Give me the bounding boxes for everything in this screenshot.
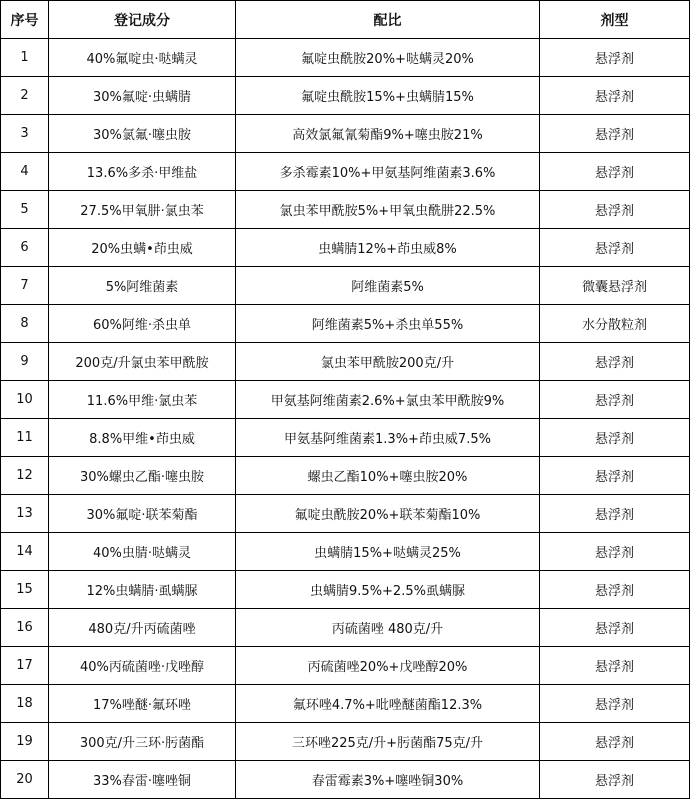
cell-component: 200克/升氯虫苯甲酰胺 [49, 343, 236, 381]
cell-no: 6 [1, 229, 49, 267]
cell-component: 30%螺虫乙酯·噻虫胺 [49, 457, 236, 495]
cell-formulation: 悬浮剂 [540, 533, 690, 571]
table-row [1, 153, 690, 191]
cell-ratio: 高效氯氟氰菊酯9%+噻虫胺21% [236, 115, 540, 153]
table-row [1, 267, 690, 305]
cell-component: 8.8%甲维•茚虫威 [49, 419, 236, 457]
cell-formulation: 悬浮剂 [540, 419, 690, 457]
table-body [1, 39, 690, 799]
cell-component: 12%虫螨腈·虱螨脲 [49, 571, 236, 609]
cell-component: 13.6%多杀·甲维盐 [49, 153, 236, 191]
table-row [1, 609, 690, 647]
cell-formulation: 悬浮剂 [540, 647, 690, 685]
cell-ratio: 多杀霉素10%+甲氨基阿维菌素3.6% [236, 153, 540, 191]
header-formulation: 剂型 [540, 1, 690, 39]
header-component: 登记成分 [49, 1, 236, 39]
cell-formulation: 悬浮剂 [540, 495, 690, 533]
table-row [1, 419, 690, 457]
table-row [1, 495, 690, 533]
cell-no: 1 [1, 39, 49, 77]
header-row [1, 1, 690, 39]
cell-no: 17 [1, 647, 49, 685]
cell-ratio: 春雷霉素3%+噻唑铜30% [236, 761, 540, 799]
cell-formulation: 悬浮剂 [540, 39, 690, 77]
cell-no: 19 [1, 723, 49, 761]
cell-ratio: 阿维菌素5%+杀虫单55% [236, 305, 540, 343]
cell-formulation: 悬浮剂 [540, 115, 690, 153]
cell-component: 5%阿维菌素 [49, 267, 236, 305]
cell-ratio: 三环唑225克/升+肟菌酯75克/升 [236, 723, 540, 761]
cell-no: 10 [1, 381, 49, 419]
cell-component: 40%丙硫菌唑·戊唑醇 [49, 647, 236, 685]
cell-component: 40%氟啶虫·哒螨灵 [49, 39, 236, 77]
cell-no: 7 [1, 267, 49, 305]
cell-ratio: 虫螨腈12%+茚虫威8% [236, 229, 540, 267]
cell-component: 60%阿维·杀虫单 [49, 305, 236, 343]
cell-ratio: 氟啶虫酰胺20%+哒螨灵20% [236, 39, 540, 77]
cell-formulation: 悬浮剂 [540, 457, 690, 495]
cell-component: 30%氟啶·虫螨腈 [49, 77, 236, 115]
table-row [1, 191, 690, 229]
cell-formulation: 悬浮剂 [540, 153, 690, 191]
cell-no: 2 [1, 77, 49, 115]
cell-formulation: 悬浮剂 [540, 229, 690, 267]
table-row [1, 305, 690, 343]
cell-ratio: 氟啶虫酰胺15%+虫螨腈15% [236, 77, 540, 115]
cell-no: 14 [1, 533, 49, 571]
cell-ratio: 螺虫乙酯10%+噻虫胺20% [236, 457, 540, 495]
table-row [1, 723, 690, 761]
table-row [1, 39, 690, 77]
cell-formulation: 悬浮剂 [540, 685, 690, 723]
cell-formulation: 悬浮剂 [540, 191, 690, 229]
cell-component: 300克/升三环·肟菌酯 [49, 723, 236, 761]
table-row [1, 343, 690, 381]
cell-no: 9 [1, 343, 49, 381]
cell-ratio: 甲氨基阿维菌素2.6%+氯虫苯甲酰胺9% [236, 381, 540, 419]
cell-formulation: 悬浮剂 [540, 571, 690, 609]
cell-no: 15 [1, 571, 49, 609]
cell-component: 27.5%甲氧肼·氯虫苯 [49, 191, 236, 229]
cell-no: 4 [1, 153, 49, 191]
cell-component: 17%唑醚·氟环唑 [49, 685, 236, 723]
cell-formulation: 微囊悬浮剂 [540, 267, 690, 305]
table-row [1, 115, 690, 153]
table-row [1, 533, 690, 571]
cell-component: 480克/升丙硫菌唑 [49, 609, 236, 647]
cell-no: 11 [1, 419, 49, 457]
table-row [1, 457, 690, 495]
cell-formulation: 悬浮剂 [540, 77, 690, 115]
cell-formulation: 悬浮剂 [540, 723, 690, 761]
cell-ratio: 阿维菌素5% [236, 267, 540, 305]
cell-ratio: 氟环唑4.7%+吡唑醚菌酯12.3% [236, 685, 540, 723]
cell-no: 5 [1, 191, 49, 229]
cell-no: 3 [1, 115, 49, 153]
cell-ratio: 氯虫苯甲酰胺5%+甲氧虫酰肼22.5% [236, 191, 540, 229]
header-ratio: 配比 [236, 1, 540, 39]
table-row [1, 381, 690, 419]
cell-ratio: 氟啶虫酰胺20%+联苯菊酯10% [236, 495, 540, 533]
cell-no: 8 [1, 305, 49, 343]
table-row [1, 647, 690, 685]
cell-component: 20%虫螨•茚虫威 [49, 229, 236, 267]
table-row [1, 229, 690, 267]
cell-ratio: 虫螨腈9.5%+2.5%虱螨脲 [236, 571, 540, 609]
header-no: 序号 [1, 1, 49, 39]
cell-component: 30%氯氟·噻虫胺 [49, 115, 236, 153]
cell-component: 11.6%甲维·氯虫苯 [49, 381, 236, 419]
cell-ratio: 甲氨基阿维菌素1.3%+茚虫威7.5% [236, 419, 540, 457]
cell-ratio: 氯虫苯甲酰胺200克/升 [236, 343, 540, 381]
table-row [1, 685, 690, 723]
cell-component: 40%虫腈·哒螨灵 [49, 533, 236, 571]
cell-ratio: 丙硫菌唑20%+戊唑醇20% [236, 647, 540, 685]
table-row [1, 761, 690, 799]
cell-formulation: 悬浮剂 [540, 381, 690, 419]
cell-ratio: 丙硫菌唑 480克/升 [236, 609, 540, 647]
cell-formulation: 悬浮剂 [540, 609, 690, 647]
cell-ratio: 虫螨腈15%+哒螨灵25% [236, 533, 540, 571]
table-row [1, 77, 690, 115]
cell-formulation: 水分散粒剂 [540, 305, 690, 343]
table-row [1, 571, 690, 609]
cell-no: 13 [1, 495, 49, 533]
cell-no: 18 [1, 685, 49, 723]
cell-component: 30%氟啶·联苯菊酯 [49, 495, 236, 533]
cell-no: 16 [1, 609, 49, 647]
cell-component: 33%春雷·噻唑铜 [49, 761, 236, 799]
cell-formulation: 悬浮剂 [540, 343, 690, 381]
cell-no: 20 [1, 761, 49, 799]
cell-formulation: 悬浮剂 [540, 761, 690, 799]
cell-no: 12 [1, 457, 49, 495]
